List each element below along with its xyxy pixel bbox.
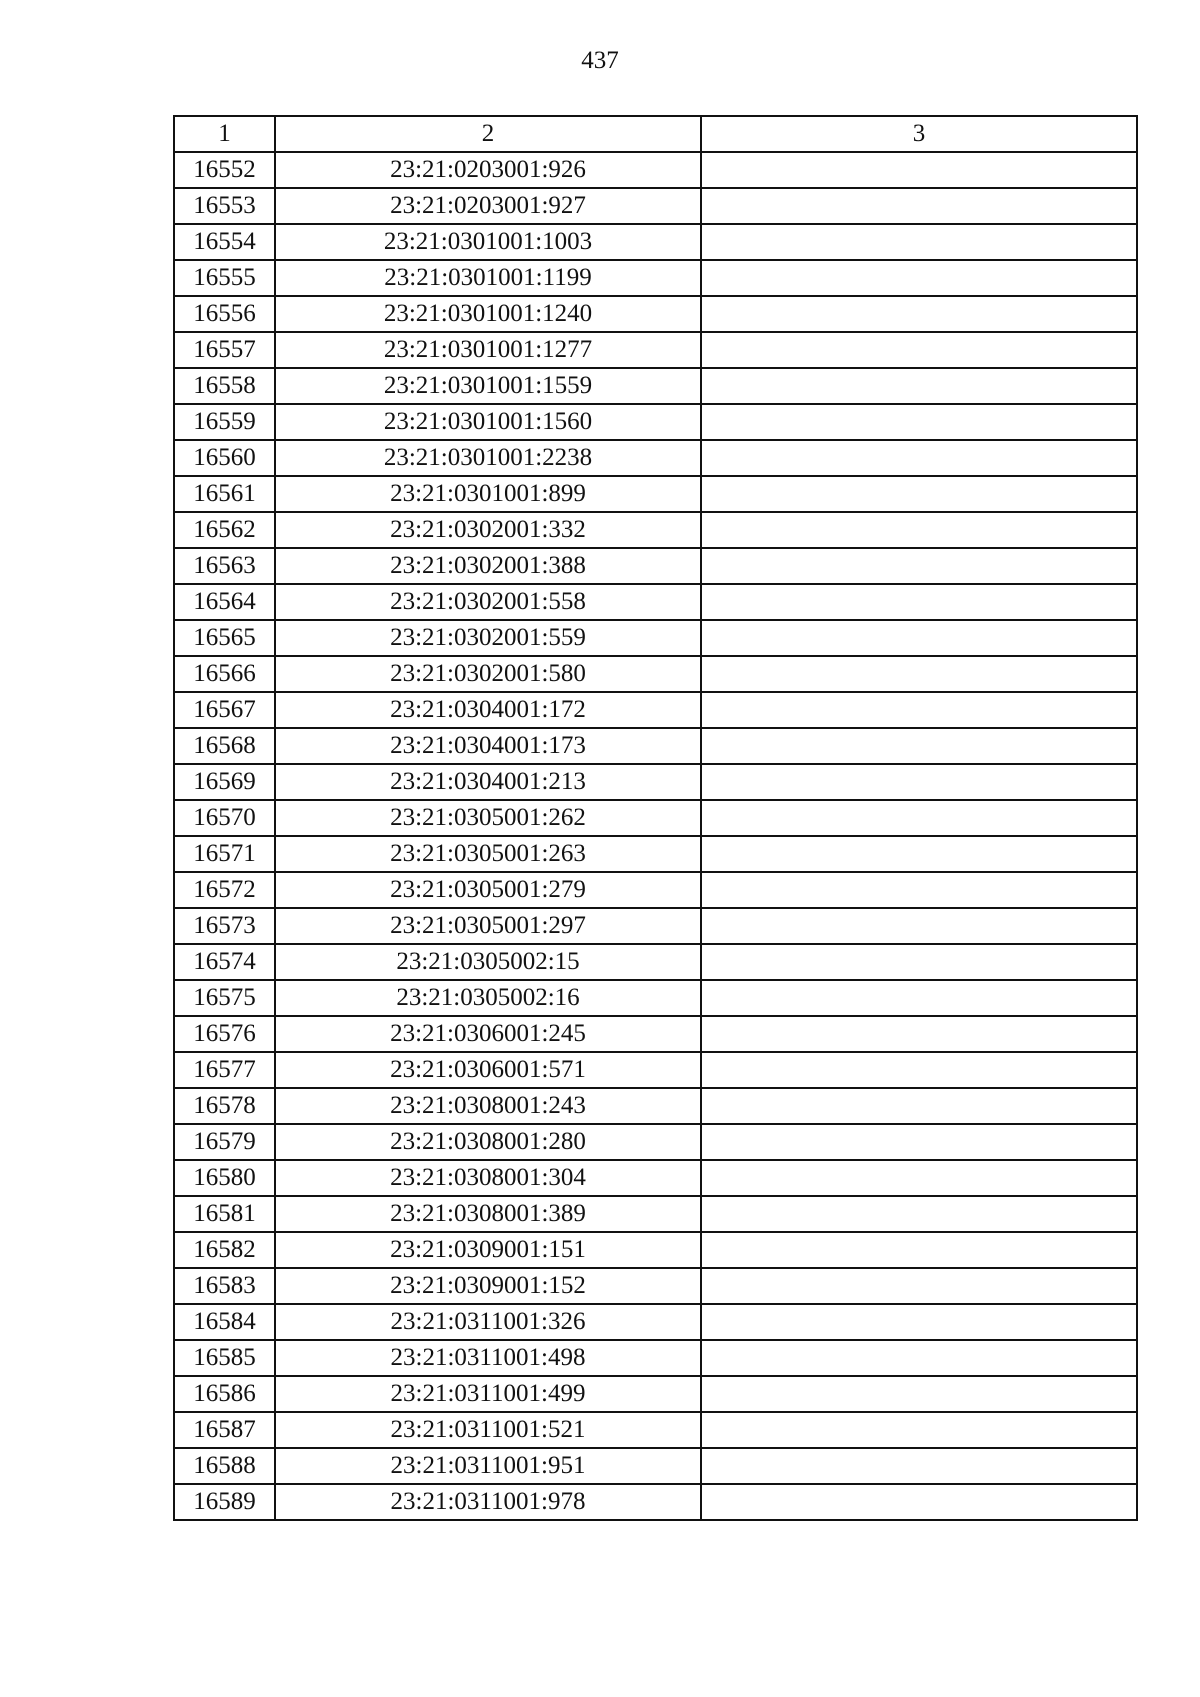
cadastral-number-cell: 23:21:0302001:559 xyxy=(275,620,701,656)
cadastral-number-cell: 23:21:0305002:15 xyxy=(275,944,701,980)
cadastral-number-cell: 23:21:0309001:152 xyxy=(275,1268,701,1304)
header-col-1: 1 xyxy=(174,116,275,152)
table-row xyxy=(174,440,1137,476)
cadastral-number-cell: 23:21:0302001:580 xyxy=(275,656,701,692)
registry-table xyxy=(173,115,1138,1521)
table-row xyxy=(174,1448,1137,1484)
row-number-cell: 16587 xyxy=(174,1412,275,1448)
note-cell xyxy=(701,1448,1137,1484)
note-cell xyxy=(701,1088,1137,1124)
note-cell xyxy=(701,1016,1137,1052)
table-row xyxy=(174,548,1137,584)
note-cell xyxy=(701,584,1137,620)
row-number-cell: 16574 xyxy=(174,944,275,980)
row-number-cell: 16556 xyxy=(174,296,275,332)
table-row xyxy=(174,980,1137,1016)
row-number-cell: 16573 xyxy=(174,908,275,944)
row-number-cell: 16553 xyxy=(174,188,275,224)
table-row xyxy=(174,1268,1137,1304)
row-number-cell: 16571 xyxy=(174,836,275,872)
cadastral-number-cell: 23:21:0302001:388 xyxy=(275,548,701,584)
row-number-cell: 16562 xyxy=(174,512,275,548)
table-row xyxy=(174,368,1137,404)
cadastral-number-cell: 23:21:0308001:304 xyxy=(275,1160,701,1196)
table-row xyxy=(174,1376,1137,1412)
row-number-cell: 16569 xyxy=(174,764,275,800)
table-row xyxy=(174,1412,1137,1448)
table-row xyxy=(174,1232,1137,1268)
row-number-cell: 16564 xyxy=(174,584,275,620)
note-cell xyxy=(701,980,1137,1016)
row-number-cell: 16576 xyxy=(174,1016,275,1052)
cadastral-number-cell: 23:21:0311001:521 xyxy=(275,1412,701,1448)
note-cell xyxy=(701,260,1137,296)
note-cell xyxy=(701,1484,1137,1520)
cadastral-number-cell: 23:21:0305001:262 xyxy=(275,800,701,836)
note-cell xyxy=(701,152,1137,188)
table-row xyxy=(174,1124,1137,1160)
table-row xyxy=(174,296,1137,332)
cadastral-number-cell: 23:21:0305001:297 xyxy=(275,908,701,944)
table-row xyxy=(174,224,1137,260)
note-cell xyxy=(701,1376,1137,1412)
table-row xyxy=(174,1088,1137,1124)
note-cell xyxy=(701,944,1137,980)
cadastral-number-cell: 23:21:0203001:926 xyxy=(275,152,701,188)
table-row xyxy=(174,800,1137,836)
table-row xyxy=(174,512,1137,548)
note-cell xyxy=(701,1160,1137,1196)
cadastral-number-cell: 23:21:0311001:326 xyxy=(275,1304,701,1340)
row-number-cell: 16557 xyxy=(174,332,275,368)
note-cell xyxy=(701,368,1137,404)
row-number-cell: 16570 xyxy=(174,800,275,836)
row-number-cell: 16566 xyxy=(174,656,275,692)
row-number-cell: 16588 xyxy=(174,1448,275,1484)
note-cell xyxy=(701,512,1137,548)
note-cell xyxy=(701,728,1137,764)
row-number-cell: 16558 xyxy=(174,368,275,404)
cadastral-number-cell: 23:21:0302001:558 xyxy=(275,584,701,620)
table-row xyxy=(174,944,1137,980)
note-cell xyxy=(701,656,1137,692)
note-cell xyxy=(701,764,1137,800)
table-row xyxy=(174,728,1137,764)
row-number-cell: 16563 xyxy=(174,548,275,584)
note-cell xyxy=(701,1412,1137,1448)
cadastral-number-cell: 23:21:0304001:213 xyxy=(275,764,701,800)
cadastral-number-cell: 23:21:0301001:1003 xyxy=(275,224,701,260)
table-row xyxy=(174,836,1137,872)
row-number-cell: 16579 xyxy=(174,1124,275,1160)
note-cell xyxy=(701,440,1137,476)
row-number-cell: 16577 xyxy=(174,1052,275,1088)
note-cell xyxy=(701,404,1137,440)
header-row xyxy=(174,116,1137,152)
note-cell xyxy=(701,872,1137,908)
table-row xyxy=(174,1160,1137,1196)
note-cell xyxy=(701,1268,1137,1304)
cadastral-number-cell: 23:21:0311001:978 xyxy=(275,1484,701,1520)
table-row xyxy=(174,152,1137,188)
cadastral-number-cell: 23:21:0302001:332 xyxy=(275,512,701,548)
note-cell xyxy=(701,476,1137,512)
note-cell xyxy=(701,800,1137,836)
cadastral-number-cell: 23:21:0203001:927 xyxy=(275,188,701,224)
note-cell xyxy=(701,1304,1137,1340)
cadastral-number-cell: 23:21:0301001:899 xyxy=(275,476,701,512)
cadastral-number-cell: 23:21:0301001:1199 xyxy=(275,260,701,296)
note-cell xyxy=(701,836,1137,872)
table-row xyxy=(174,1016,1137,1052)
table-row xyxy=(174,404,1137,440)
header-col-3: 3 xyxy=(701,116,1137,152)
row-number-cell: 16565 xyxy=(174,620,275,656)
note-cell xyxy=(701,908,1137,944)
row-number-cell: 16580 xyxy=(174,1160,275,1196)
table-row xyxy=(174,872,1137,908)
row-number-cell: 16582 xyxy=(174,1232,275,1268)
note-cell xyxy=(701,692,1137,728)
row-number-cell: 16560 xyxy=(174,440,275,476)
table-row xyxy=(174,188,1137,224)
cadastral-number-cell: 23:21:0309001:151 xyxy=(275,1232,701,1268)
row-number-cell: 16568 xyxy=(174,728,275,764)
note-cell xyxy=(701,1124,1137,1160)
row-number-cell: 16555 xyxy=(174,260,275,296)
cadastral-number-cell: 23:21:0304001:173 xyxy=(275,728,701,764)
table-row xyxy=(174,1196,1137,1232)
table-row xyxy=(174,1052,1137,1088)
table-row xyxy=(174,1484,1137,1520)
row-number-cell: 16561 xyxy=(174,476,275,512)
note-cell xyxy=(701,224,1137,260)
table-row xyxy=(174,476,1137,512)
row-number-cell: 16581 xyxy=(174,1196,275,1232)
row-number-cell: 16589 xyxy=(174,1484,275,1520)
cadastral-number-cell: 23:21:0311001:951 xyxy=(275,1448,701,1484)
cadastral-number-cell: 23:21:0306001:245 xyxy=(275,1016,701,1052)
row-number-cell: 16586 xyxy=(174,1376,275,1412)
table-row xyxy=(174,692,1137,728)
row-number-cell: 16552 xyxy=(174,152,275,188)
note-cell xyxy=(701,188,1137,224)
row-number-cell: 16554 xyxy=(174,224,275,260)
table-row xyxy=(174,908,1137,944)
row-number-cell: 16567 xyxy=(174,692,275,728)
cadastral-number-cell: 23:21:0301001:1240 xyxy=(275,296,701,332)
note-cell xyxy=(701,1052,1137,1088)
cadastral-number-cell: 23:21:0301001:2238 xyxy=(275,440,701,476)
header-col-2: 2 xyxy=(275,116,701,152)
row-number-cell: 16578 xyxy=(174,1088,275,1124)
cadastral-number-cell: 23:21:0308001:389 xyxy=(275,1196,701,1232)
cadastral-number-cell: 23:21:0301001:1559 xyxy=(275,368,701,404)
table-body xyxy=(174,152,1137,1520)
table-row xyxy=(174,332,1137,368)
table-row xyxy=(174,1340,1137,1376)
cadastral-number-cell: 23:21:0308001:280 xyxy=(275,1124,701,1160)
table-row xyxy=(174,584,1137,620)
note-cell xyxy=(701,620,1137,656)
cadastral-number-cell: 23:21:0305002:16 xyxy=(275,980,701,1016)
cadastral-number-cell: 23:21:0311001:498 xyxy=(275,1340,701,1376)
table-row xyxy=(174,656,1137,692)
table-row xyxy=(174,764,1137,800)
note-cell xyxy=(701,332,1137,368)
cadastral-number-cell: 23:21:0304001:172 xyxy=(275,692,701,728)
row-number-cell: 16583 xyxy=(174,1268,275,1304)
note-cell xyxy=(701,548,1137,584)
note-cell xyxy=(701,1340,1137,1376)
table-row xyxy=(174,1304,1137,1340)
note-cell xyxy=(701,1232,1137,1268)
table-row xyxy=(174,260,1137,296)
row-number-cell: 16575 xyxy=(174,980,275,1016)
cadastral-number-cell: 23:21:0305001:279 xyxy=(275,872,701,908)
note-cell xyxy=(701,296,1137,332)
row-number-cell: 16559 xyxy=(174,404,275,440)
cadastral-number-cell: 23:21:0305001:263 xyxy=(275,836,701,872)
cadastral-number-cell: 23:21:0308001:243 xyxy=(275,1088,701,1124)
cadastral-number-cell: 23:21:0301001:1560 xyxy=(275,404,701,440)
note-cell xyxy=(701,1196,1137,1232)
row-number-cell: 16572 xyxy=(174,872,275,908)
cadastral-number-cell: 23:21:0301001:1277 xyxy=(275,332,701,368)
page-number: 437 xyxy=(581,47,619,74)
table-header xyxy=(174,116,1137,152)
row-number-cell: 16585 xyxy=(174,1340,275,1376)
cadastral-number-cell: 23:21:0306001:571 xyxy=(275,1052,701,1088)
cadastral-number-cell: 23:21:0311001:499 xyxy=(275,1376,701,1412)
table-row xyxy=(174,620,1137,656)
row-number-cell: 16584 xyxy=(174,1304,275,1340)
